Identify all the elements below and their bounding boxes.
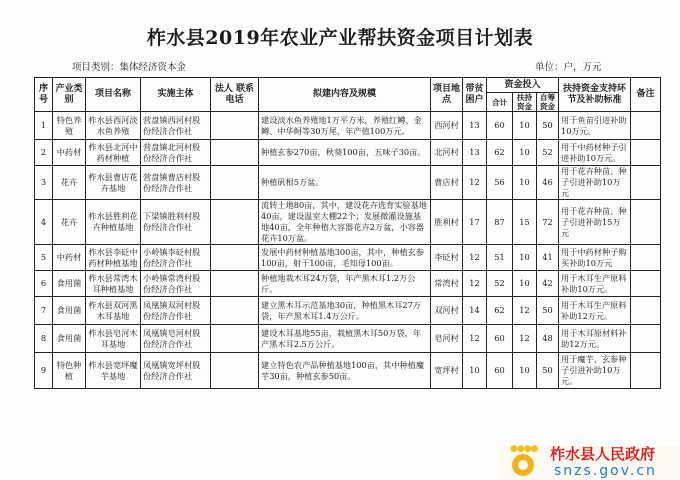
cell-remark (631, 353, 661, 389)
watermark-logo (500, 446, 680, 480)
watermark-name: 柞水县人民政府 (550, 445, 656, 463)
table-row (35, 112, 661, 140)
sun-rays-icon: ●●●● (510, 444, 538, 454)
cell-industry: 中药材 (53, 245, 86, 271)
project-category: 项目类别：集体经济资本金 (72, 62, 187, 73)
cell-content: 发展中药材种植基地300亩，其中，种植玄参100亩，射干100亩，毛知母100亩。 (259, 245, 431, 271)
cell-industry: 特色养殖 (53, 112, 86, 140)
header-seq: 序号 (35, 78, 53, 112)
cell-entity: 下梁镇胜利村股份经济合作社 (141, 200, 211, 245)
cell-support: 10 (513, 353, 537, 389)
header-households: 带贫困户 (463, 78, 487, 112)
watermark-url: snzs.gov.cn (554, 463, 657, 479)
cell-support: 10 (513, 112, 537, 140)
header-self: 自筹资金 (537, 93, 559, 112)
cell-remark (631, 200, 661, 245)
cell-remark (631, 112, 661, 140)
cell-contact (211, 200, 259, 245)
cell-name: 柞水县皂河木耳基地 (86, 325, 141, 353)
cell-seq: 9 (35, 353, 53, 389)
cell-contact (211, 297, 259, 325)
unit-label: 单位：户，万元 (535, 62, 602, 73)
cell-content: 建立特色农产品种植基地100亩，其中种植魔芋30亩，种植玄参50亩。 (259, 353, 431, 389)
cell-support: 15 (513, 200, 537, 245)
cell-remark (631, 271, 661, 297)
cell-support: 12 (513, 297, 537, 325)
cell-industry: 食用菌 (53, 325, 86, 353)
cell-location: 曹店村 (431, 166, 463, 200)
cell-total: 60 (487, 353, 513, 389)
cell-seq: 8 (35, 325, 53, 353)
cell-self: 41 (537, 245, 559, 271)
cell-location: 皂河村 (431, 325, 463, 353)
sun-icon (512, 454, 534, 476)
cell-total: 51 (487, 245, 513, 271)
cell-entity: 小岭镇常湾村股份经济合作社 (141, 271, 211, 297)
header-location: 项目地点 (431, 78, 463, 112)
cell-industry: 中药材 (53, 140, 86, 166)
cell-support: 10 (513, 166, 537, 200)
cell-households: 12 (463, 245, 487, 271)
cell-standard: 用于花卉种苗、种子引进补助15万元 (559, 200, 631, 245)
header-standard: 扶持资金支持环节及补助标准 (559, 78, 631, 112)
cell-name: 柞水县常湾木耳种植基地 (86, 271, 141, 297)
cell-location: 双河村 (431, 297, 463, 325)
cell-total: 52 (487, 271, 513, 297)
cell-name: 柞水县宽坪魔芋基地 (86, 353, 141, 389)
cell-total: 62 (487, 297, 513, 325)
cell-self: 42 (537, 271, 559, 297)
cell-self: 50 (537, 297, 559, 325)
cell-self: 52 (537, 140, 559, 166)
cell-contact (211, 325, 259, 353)
cell-households: 14 (463, 297, 487, 325)
table-row (35, 245, 661, 271)
cell-contact (211, 353, 259, 389)
cell-remark (631, 245, 661, 271)
cell-households: 12 (463, 325, 487, 353)
cell-name: 柞水县胜利花卉种植基地 (86, 200, 141, 245)
cell-households: 10 (463, 353, 487, 389)
cell-entity: 凤凰镇皂河村股份经济合作社 (141, 325, 211, 353)
cell-content: 建设淡水鱼养殖地1万平方米，养殖红鳟、金鳟、中华鲟等30万尾，年产值100万元。 (259, 112, 431, 140)
cell-contact (211, 140, 259, 166)
cell-contact (211, 245, 259, 271)
cell-seq: 1 (35, 112, 53, 140)
cell-self: 46 (537, 166, 559, 200)
header-entity: 实施主体 (141, 78, 211, 112)
header-total: 合计 (487, 93, 513, 112)
cell-standard: 用于魔芋、玄参种子引进补助10万元。 (559, 353, 631, 389)
cell-self: 72 (537, 200, 559, 245)
cell-content: 建立黑木耳示范基地30亩，种植黑木耳27万袋，年产黑木耳1.4万公斤。 (259, 297, 431, 325)
cell-support: 10 (513, 245, 537, 271)
cell-content: 建设木耳基地55亩，栽植黑木耳50万袋，年产黑木耳2.5万公斤。 (259, 325, 431, 353)
header-remark: 备注 (631, 78, 661, 112)
cell-households: 12 (463, 166, 487, 200)
header-support: 扶持资金 (513, 93, 537, 112)
cell-industry: 花卉 (53, 166, 86, 200)
cell-industry: 特色种植 (53, 353, 86, 389)
cell-content: 流转土地80亩，其中，建设花卉选育实验基地40亩，建设温室大棚22个；发展微灌设施基地40亩，全年种植大容器花卉2万盆，小容器花卉10万盆。 (259, 200, 431, 245)
cell-self: 48 (537, 325, 559, 353)
cell-entity: 小岭镇李砭村股份经济合作社 (141, 245, 211, 271)
cell-total: 56 (487, 166, 513, 200)
cell-seq: 6 (35, 271, 53, 297)
table-row (35, 353, 661, 389)
cell-entity: 营盘镇北河村股份经济合作社 (141, 140, 211, 166)
cell-total: 60 (487, 112, 513, 140)
cell-remark (631, 297, 661, 325)
cell-entity: 凤凰镇宽坪村股份经济合作社 (141, 353, 211, 389)
cell-entity: 凤凰镇双河村股份经济合作社 (141, 297, 211, 325)
cell-location: 西河村 (431, 112, 463, 140)
cell-standard: 用于木耳生产原料补助12万元。 (559, 297, 631, 325)
cell-contact (211, 166, 259, 200)
cell-standard: 用于鱼苗引进补助10万元。 (559, 112, 631, 140)
cell-self: 50 (537, 112, 559, 140)
cell-standard: 用于木耳原材料补助12万元。 (559, 325, 631, 353)
header-content: 拟建内容及规模 (259, 78, 431, 112)
cell-contact (211, 271, 259, 297)
cell-seq: 5 (35, 245, 53, 271)
cell-content: 种植地栽木耳24万袋，年产黑木耳1.2万公斤。 (259, 271, 431, 297)
cell-households: 13 (463, 112, 487, 140)
cell-standard: 用于木耳生产原料补助10万元。 (559, 271, 631, 297)
cell-industry: 花卉 (53, 200, 86, 245)
table-row (35, 325, 661, 353)
cell-location: 常湾村 (431, 271, 463, 297)
header-funds: 资金投入 (487, 78, 559, 93)
cell-industry: 食用菌 (53, 271, 86, 297)
cell-households: 17 (463, 200, 487, 245)
header-name: 项目名称 (86, 78, 141, 112)
cell-remark (631, 166, 661, 200)
cell-name: 柞水县双河黑木耳基地 (86, 297, 141, 325)
cell-name: 柞水县李砭中药材种植基地 (86, 245, 141, 271)
cell-location: 胜利村 (431, 200, 463, 245)
cell-total: 60 (487, 325, 513, 353)
cell-standard: 用于花卉种苗、种子引进补助10万元 (559, 166, 631, 200)
cell-content: 种植矾根5万盆。 (259, 166, 431, 200)
cell-entity: 营盘镇曹店村股份经济合作社 (141, 166, 211, 200)
cell-location: 李砭村 (431, 245, 463, 271)
cell-content: 种植玄参270亩，秋葵100亩，五味子30亩。 (259, 140, 431, 166)
cell-remark (631, 325, 661, 353)
cell-households: 12 (463, 271, 487, 297)
cell-name: 柞水县曹店花卉基地 (86, 166, 141, 200)
header-contact: 法人 联系电话 (211, 78, 259, 112)
table-row (35, 271, 661, 297)
cell-total: 87 (487, 200, 513, 245)
document-title: 柞水县2019年农业产业帮扶资金项目计划表 (146, 27, 534, 49)
cell-support: 12 (513, 325, 537, 353)
cell-standard: 用于中药材种子引进补助10万元。 (559, 140, 631, 166)
cell-support: 10 (513, 271, 537, 297)
cell-entity: 营盘镇西河村股份经济合作社 (141, 112, 211, 140)
cell-support: 10 (513, 140, 537, 166)
cell-standard: 用于中药材种子购买补助10万元 (559, 245, 631, 271)
cell-industry: 食用菌 (53, 297, 86, 325)
cell-households: 13 (463, 140, 487, 166)
cell-total: 62 (487, 140, 513, 166)
table-row (35, 200, 661, 245)
cell-seq: 3 (35, 166, 53, 200)
cell-seq: 7 (35, 297, 53, 325)
table-row (35, 166, 661, 200)
table-row (35, 297, 661, 325)
cell-location: 宽坪村 (431, 353, 463, 389)
header-industry: 产业类别 (53, 78, 86, 112)
cell-seq: 2 (35, 140, 53, 166)
cell-location: 北河村 (431, 140, 463, 166)
cell-self: 50 (537, 353, 559, 389)
cell-remark (631, 140, 661, 166)
project-table (34, 77, 661, 389)
table-row (35, 140, 661, 166)
cell-seq: 4 (35, 200, 53, 245)
cell-contact (211, 112, 259, 140)
cell-name: 柞水县北河中药材种植 (86, 140, 141, 166)
cell-name: 柞水县西河淡水鱼养殖 (86, 112, 141, 140)
